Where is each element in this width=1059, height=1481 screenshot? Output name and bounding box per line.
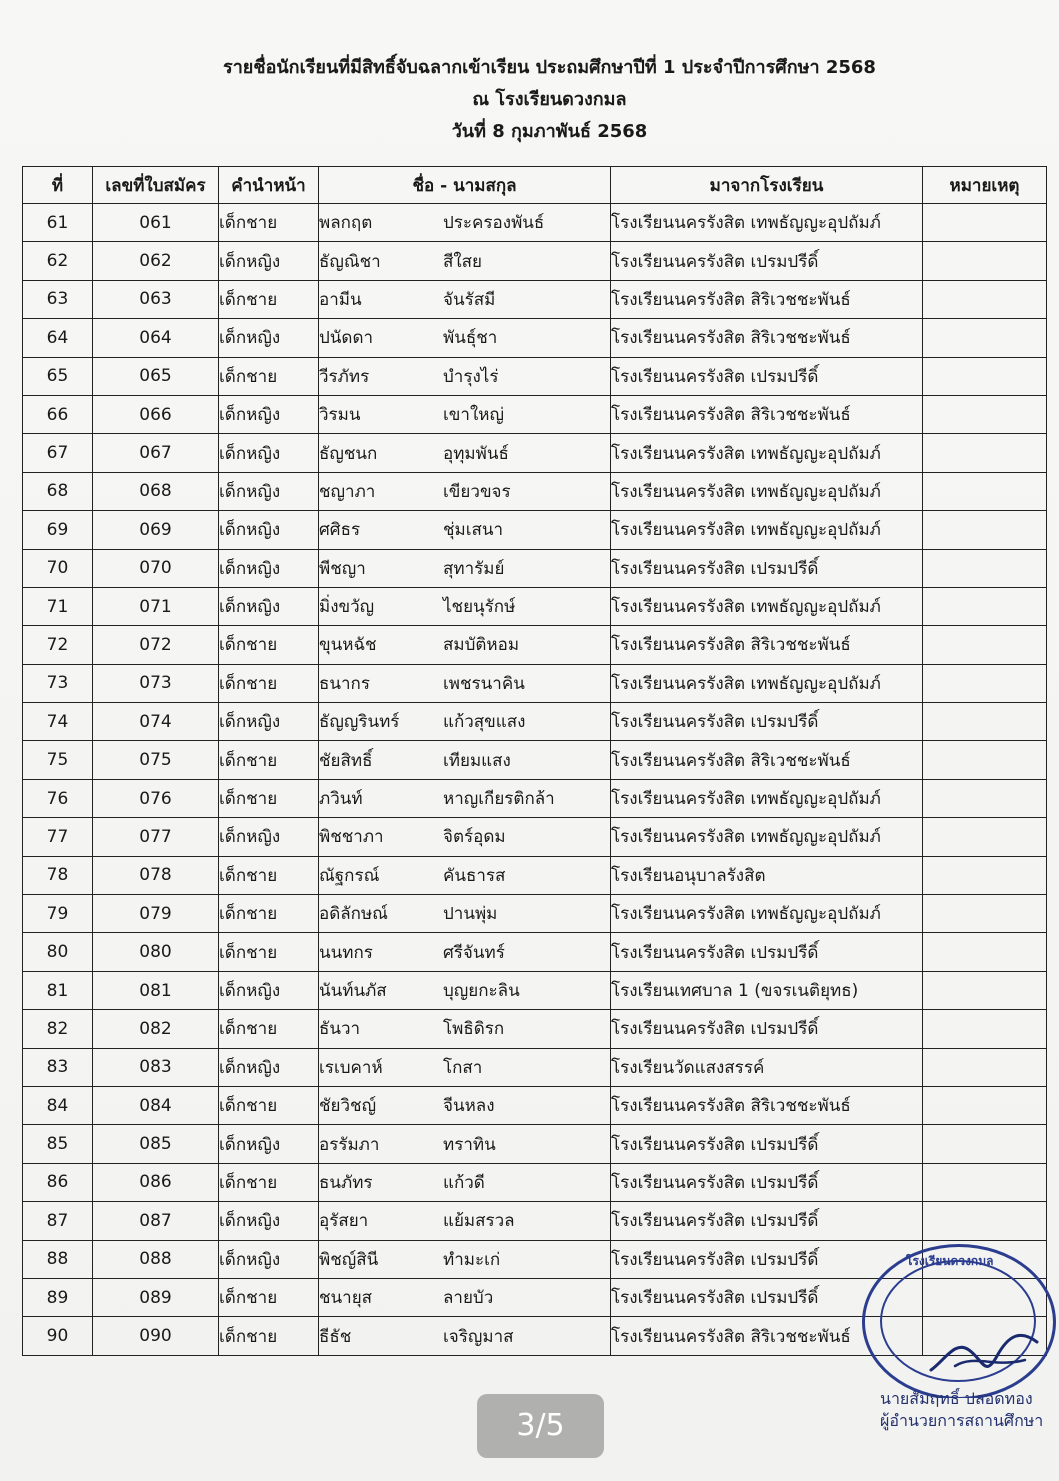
first-name: ขุนหฉัช — [319, 635, 377, 656]
last-name: เจริญมาส — [443, 1326, 514, 1347]
first-name: ธนภัทร — [319, 1172, 373, 1193]
first-name: ปนัดดา — [319, 328, 374, 349]
cell-application-no: 073 — [93, 664, 219, 702]
first-name: อดิลักษณ์ — [319, 904, 388, 925]
stamp-text: โรงเรียนดวงกมล — [906, 1254, 994, 1268]
cell-note — [923, 933, 1047, 971]
cell-application-no: 071 — [93, 587, 219, 625]
cell-full-name — [319, 626, 611, 664]
cell-no: 87 — [23, 1202, 93, 1240]
cell-note — [923, 856, 1047, 894]
cell-full-name — [319, 703, 611, 741]
cell-note — [923, 779, 1047, 817]
cell-full-name — [319, 895, 611, 933]
cell-previous-school: โรงเรียนนครรังสิต เปรมปรีดิ์ — [611, 1163, 923, 1201]
cell-full-name — [319, 472, 611, 510]
cell-prefix: เด็กชาย — [219, 779, 319, 817]
cell-application-no: 081 — [93, 971, 219, 1009]
first-name: พีชญา — [319, 558, 366, 579]
document-date: วันที่ 8 กุมภาพันธ์ 2568 — [451, 121, 648, 142]
signer-name: นายสัมฤทธิ์ ปลอดทอง — [880, 1389, 1033, 1408]
cell-application-no: 076 — [93, 779, 219, 817]
cell-note — [923, 1202, 1047, 1240]
cell-no: 88 — [23, 1240, 93, 1278]
cell-note — [923, 741, 1047, 779]
cell-note — [923, 357, 1047, 395]
cell-note — [923, 242, 1047, 280]
cell-application-no: 075 — [93, 741, 219, 779]
table-row — [23, 549, 1047, 587]
table-header-row — [23, 167, 1047, 204]
cell-previous-school: โรงเรียนนครรังสิต เปรมปรีดิ์ — [611, 703, 923, 741]
first-name: ธันวา — [319, 1019, 361, 1040]
cell-application-no: 083 — [93, 1048, 219, 1086]
cell-application-no: 079 — [93, 895, 219, 933]
cell-previous-school: โรงเรียนนครรังสิต สิริเวชชะพันธ์ — [611, 395, 923, 433]
table-row — [23, 971, 1047, 1009]
cell-previous-school: โรงเรียนนครรังสิต เทพธัญญะอุปถัมภ์ — [611, 204, 923, 242]
cell-no: 66 — [23, 395, 93, 433]
cell-prefix: เด็กชาย — [219, 1010, 319, 1048]
cell-note — [923, 472, 1047, 510]
cell-prefix: เด็กหญิง — [219, 703, 319, 741]
table-row — [23, 1202, 1047, 1240]
last-name: อุทุมพันธ์ — [443, 443, 509, 464]
cell-no: 67 — [23, 434, 93, 472]
cell-previous-school: โรงเรียนนครรังสิต สิริเวชชะพันธ์ — [611, 626, 923, 664]
cell-application-no: 085 — [93, 1125, 219, 1163]
cell-previous-school: โรงเรียนนครรังสิต เปรมปรีดิ์ — [611, 1202, 923, 1240]
cell-prefix: เด็กชาย — [219, 1317, 319, 1355]
header-note: หมายเหตุ — [923, 167, 1047, 204]
first-name: ณัฐกรณ์ — [319, 865, 380, 886]
table-row — [23, 357, 1047, 395]
first-name: อุรัสยา — [319, 1211, 369, 1232]
table-row — [23, 626, 1047, 664]
table-row — [23, 1163, 1047, 1201]
cell-prefix: เด็กชาย — [219, 664, 319, 702]
last-name: จีนหลง — [443, 1096, 495, 1117]
last-name: สมบัติหอม — [443, 635, 520, 656]
first-name: ธัญณิชา — [319, 251, 381, 272]
first-name: ชญาภา — [319, 481, 376, 502]
last-name: เขียวขจร — [443, 481, 511, 502]
cell-application-no: 062 — [93, 242, 219, 280]
first-name: นันท์นภัส — [319, 981, 387, 1001]
cell-note — [923, 204, 1047, 242]
last-name: ประครองพันธ์ — [443, 213, 545, 234]
cell-full-name — [319, 549, 611, 587]
first-name: ธีธัช — [319, 1326, 352, 1347]
cell-full-name — [319, 1010, 611, 1048]
cell-full-name — [319, 1086, 611, 1124]
table-row — [23, 1086, 1047, 1124]
cell-prefix: เด็กชาย — [219, 357, 319, 395]
cell-prefix: เด็กชาย — [219, 933, 319, 971]
table-row — [23, 895, 1047, 933]
cell-previous-school: โรงเรียนนครรังสิต สิริเวชชะพันธ์ — [611, 280, 923, 318]
cell-no: 61 — [23, 204, 93, 242]
cell-note — [923, 895, 1047, 933]
cell-application-no: 068 — [93, 472, 219, 510]
cell-note — [923, 511, 1047, 549]
first-name: ชัยวิชญ์ — [319, 1096, 377, 1117]
first-name: ศศิธร — [319, 520, 361, 541]
cell-no: 75 — [23, 741, 93, 779]
document-header — [0, 52, 1059, 148]
cell-full-name — [319, 971, 611, 1009]
first-name: พลกฤต — [319, 213, 373, 234]
cell-previous-school: โรงเรียนนครรังสิต เทพธัญญะอุปถัมภ์ — [611, 664, 923, 702]
cell-prefix: เด็กชาย — [219, 280, 319, 318]
first-name: เรเบคาห์ — [319, 1057, 383, 1078]
cell-note — [923, 703, 1047, 741]
cell-full-name — [319, 1048, 611, 1086]
cell-no: 63 — [23, 280, 93, 318]
cell-previous-school: โรงเรียนนครรังสิต เทพธัญญะอุปถัมภ์ — [611, 895, 923, 933]
cell-no: 84 — [23, 1086, 93, 1124]
cell-prefix: เด็กหญิง — [219, 971, 319, 1009]
cell-prefix: เด็กชาย — [219, 204, 319, 242]
last-name: ปานพุ่ม — [443, 904, 498, 925]
table-body — [23, 204, 1047, 1356]
cell-previous-school: โรงเรียนนครรังสิต เทพธัญญะอุปถัมภ์ — [611, 434, 923, 472]
cell-application-no: 064 — [93, 319, 219, 357]
table-row — [23, 319, 1047, 357]
cell-note — [923, 319, 1047, 357]
cell-no: 69 — [23, 511, 93, 549]
cell-no: 73 — [23, 664, 93, 702]
table-row — [23, 280, 1047, 318]
cell-full-name — [319, 1278, 611, 1316]
cell-prefix: เด็กหญิง — [219, 1048, 319, 1086]
last-name: ชุ่มเสนา — [443, 520, 504, 541]
header-no: ที่ — [23, 167, 93, 204]
cell-previous-school: โรงเรียนนครรังสิต เปรมปรีดิ์ — [611, 1125, 923, 1163]
cell-full-name — [319, 319, 611, 357]
cell-full-name — [319, 818, 611, 856]
table-row — [23, 587, 1047, 625]
cell-no: 90 — [23, 1317, 93, 1355]
cell-application-no: 070 — [93, 549, 219, 587]
last-name: ศรีจันทร์ — [443, 942, 505, 963]
cell-no: 80 — [23, 933, 93, 971]
first-name: ชัยสิทธิ์ — [319, 750, 373, 771]
cell-previous-school: โรงเรียนนครรังสิต เทพธัญญะอุปถัมภ์ — [611, 779, 923, 817]
cell-note — [923, 434, 1047, 472]
cell-no: 86 — [23, 1163, 93, 1201]
header-application-no: เลขที่ใบสมัคร — [93, 167, 219, 204]
cell-previous-school: โรงเรียนนครรังสิต เทพธัญญะอุปถัมภ์ — [611, 818, 923, 856]
table-row — [23, 242, 1047, 280]
table-row — [23, 1048, 1047, 1086]
first-name: ธัญชนก — [319, 443, 378, 464]
first-name: ธนากร — [319, 673, 370, 694]
cell-no: 82 — [23, 1010, 93, 1048]
cell-full-name — [319, 664, 611, 702]
cell-prefix: เด็กชาย — [219, 1278, 319, 1316]
cell-note — [923, 1125, 1047, 1163]
cell-full-name — [319, 1240, 611, 1278]
cell-full-name — [319, 587, 611, 625]
last-name: แย้มสรวล — [443, 1211, 515, 1232]
cell-prefix: เด็กชาย — [219, 1086, 319, 1124]
table-row — [23, 818, 1047, 856]
first-name: ธัญญรินทร์ — [319, 712, 400, 733]
cell-previous-school: โรงเรียนนครรังสิต เปรมปรีดิ์ — [611, 357, 923, 395]
first-name: อามีน — [319, 289, 362, 310]
cell-prefix: เด็กชาย — [219, 741, 319, 779]
cell-application-no: 069 — [93, 511, 219, 549]
cell-prefix: เด็กชาย — [219, 856, 319, 894]
cell-prefix: เด็กหญิง — [219, 587, 319, 625]
cell-prefix: เด็กชาย — [219, 895, 319, 933]
last-name: คันธารส — [443, 865, 506, 886]
cell-no: 77 — [23, 818, 93, 856]
last-name: พันธุ์ชา — [443, 328, 498, 349]
cell-full-name — [319, 280, 611, 318]
last-name: แก้วดี — [443, 1172, 485, 1193]
cell-application-no: 074 — [93, 703, 219, 741]
table-row — [23, 511, 1047, 549]
cell-note — [923, 664, 1047, 702]
cell-previous-school: โรงเรียนนครรังสิต สิริเวชชะพันธ์ — [611, 1086, 923, 1124]
cell-note — [923, 280, 1047, 318]
first-name: อรรัมภา — [319, 1134, 380, 1155]
signer-position: ผู้อำนวยการสถานศึกษา — [880, 1411, 1044, 1430]
cell-full-name — [319, 741, 611, 779]
cell-prefix: เด็กหญิง — [219, 511, 319, 549]
cell-no: 65 — [23, 357, 93, 395]
cell-note — [923, 1010, 1047, 1048]
cell-previous-school: โรงเรียนนครรังสิต เทพธัญญะอุปถัมภ์ — [611, 472, 923, 510]
cell-prefix: เด็กหญิง — [219, 472, 319, 510]
last-name: โกสา — [443, 1057, 483, 1078]
cell-previous-school: โรงเรียนนครรังสิต เปรมปรีดิ์ — [611, 933, 923, 971]
last-name: โพธิดิรก — [443, 1019, 505, 1040]
cell-application-no: 084 — [93, 1086, 219, 1124]
cell-no: 89 — [23, 1278, 93, 1316]
last-name: บุญยกะลิน — [443, 981, 520, 1001]
cell-application-no: 077 — [93, 818, 219, 856]
cell-prefix: เด็กหญิง — [219, 319, 319, 357]
signer-block — [880, 1388, 1059, 1432]
cell-previous-school: โรงเรียนอนุบาลรังสิต — [611, 856, 923, 894]
table-row — [23, 472, 1047, 510]
first-name: วีรภัทร — [319, 366, 370, 387]
cell-prefix: เด็กหญิง — [219, 549, 319, 587]
cell-no: 85 — [23, 1125, 93, 1163]
cell-prefix: เด็กหญิง — [219, 242, 319, 280]
last-name: สีใสย — [443, 251, 483, 272]
last-name: สุทารัมย์ — [443, 558, 505, 579]
cell-application-no: 078 — [93, 856, 219, 894]
cell-application-no: 063 — [93, 280, 219, 318]
cell-previous-school: โรงเรียนนครรังสิต เทพธัญญะอุปถัมภ์ — [611, 511, 923, 549]
cell-no: 72 — [23, 626, 93, 664]
last-name: เพชรนาคิน — [443, 673, 525, 694]
first-name: นนทกร — [319, 942, 373, 963]
cell-application-no: 061 — [93, 204, 219, 242]
cell-previous-school: โรงเรียนนครรังสิต สิริเวชชะพันธ์ — [611, 1317, 923, 1355]
cell-note — [923, 1086, 1047, 1124]
cell-prefix: เด็กชาย — [219, 1163, 319, 1201]
cell-no: 64 — [23, 319, 93, 357]
last-name: เขาใหญ่ — [443, 405, 504, 426]
cell-application-no: 080 — [93, 933, 219, 971]
first-name: พิชญ์สินี — [319, 1249, 379, 1270]
cell-note — [923, 626, 1047, 664]
last-name: บำรุงไร่ — [443, 366, 499, 387]
last-name: จันรัสมี — [443, 289, 496, 310]
cell-previous-school: โรงเรียนนครรังสิต สิริเวชชะพันธ์ — [611, 741, 923, 779]
cell-full-name — [319, 856, 611, 894]
cell-no: 78 — [23, 856, 93, 894]
header-full-name: ชื่อ - นามสกุล — [319, 167, 611, 204]
table-row — [23, 1010, 1047, 1048]
cell-previous-school: โรงเรียนนครรังสิต เปรมปรีดิ์ — [611, 1278, 923, 1316]
table-row — [23, 664, 1047, 702]
cell-previous-school: โรงเรียนนครรังสิต เปรมปรีดิ์ — [611, 1240, 923, 1278]
student-roster-table — [22, 166, 1047, 1356]
cell-previous-school: โรงเรียนนครรังสิต สิริเวชชะพันธ์ — [611, 319, 923, 357]
cell-application-no: 088 — [93, 1240, 219, 1278]
cell-application-no: 065 — [93, 357, 219, 395]
cell-note — [923, 818, 1047, 856]
cell-full-name — [319, 357, 611, 395]
cell-note — [923, 395, 1047, 433]
last-name: ทราทิน — [443, 1134, 496, 1155]
cell-no: 83 — [23, 1048, 93, 1086]
header-previous-school: มาจากโรงเรียน — [611, 167, 923, 204]
cell-full-name — [319, 242, 611, 280]
cell-previous-school: โรงเรียนเทศบาล 1 (ขจรเนติยุทธ) — [611, 971, 923, 1009]
cell-full-name — [319, 779, 611, 817]
document-title: รายชื่อนักเรียนที่มีสิทธิ์จับฉลากเข้าเรียน ประถมศึกษาปีที่ 1 ประจำปีการศึกษา 2568 — [223, 57, 876, 78]
cell-application-no: 090 — [93, 1317, 219, 1355]
cell-previous-school: โรงเรียนนครรังสิต เปรมปรีดิ์ — [611, 1010, 923, 1048]
table-row — [23, 856, 1047, 894]
first-name: ชนายุส — [319, 1288, 373, 1309]
cell-application-no: 086 — [93, 1163, 219, 1201]
document-subtitle-school: ณ โรงเรียนดวงกมล — [472, 89, 627, 110]
cell-no: 71 — [23, 587, 93, 625]
cell-previous-school: โรงเรียนนครรังสิต เปรมปรีดิ์ — [611, 242, 923, 280]
last-name: ทำมะเก่ — [443, 1249, 501, 1270]
cell-application-no: 082 — [93, 1010, 219, 1048]
cell-full-name — [319, 395, 611, 433]
cell-prefix: เด็กหญิง — [219, 434, 319, 472]
cell-no: 74 — [23, 703, 93, 741]
cell-note — [923, 549, 1047, 587]
first-name: ภวินท์ — [319, 789, 363, 810]
last-name: หาญเกียรติกล้า — [443, 789, 555, 810]
cell-previous-school: โรงเรียนนครรังสิต เทพธัญญะอุปถัมภ์ — [611, 587, 923, 625]
cell-application-no: 067 — [93, 434, 219, 472]
cell-note — [923, 971, 1047, 1009]
cell-no: 76 — [23, 779, 93, 817]
first-name: พิชชาภา — [319, 827, 384, 848]
last-name: ลายบัว — [443, 1288, 494, 1309]
last-name: เทียมแสง — [443, 750, 511, 771]
first-name: มิ่งขวัญ — [319, 597, 375, 618]
table-row — [23, 779, 1047, 817]
director-signature — [925, 1320, 1045, 1380]
cell-prefix: เด็กหญิง — [219, 1202, 319, 1240]
cell-previous-school: โรงเรียนนครรังสิต เปรมปรีดิ์ — [611, 549, 923, 587]
cell-note — [923, 1048, 1047, 1086]
cell-full-name — [319, 511, 611, 549]
cell-full-name — [319, 434, 611, 472]
cell-full-name — [319, 204, 611, 242]
cell-no: 62 — [23, 242, 93, 280]
cell-note — [923, 1163, 1047, 1201]
last-name: แก้วสุขแสง — [443, 712, 526, 733]
header-prefix: คำนำหน้า — [219, 167, 319, 204]
last-name: ไชยนุรักษ์ — [443, 597, 516, 618]
cell-prefix: เด็กหญิง — [219, 818, 319, 856]
cell-prefix: เด็กชาย — [219, 626, 319, 664]
cell-no: 79 — [23, 895, 93, 933]
cell-no: 70 — [23, 549, 93, 587]
first-name: วิรมน — [319, 405, 361, 426]
cell-no: 81 — [23, 971, 93, 1009]
cell-previous-school: โรงเรียนวัดแสงสรรค์ — [611, 1048, 923, 1086]
cell-full-name — [319, 1202, 611, 1240]
cell-full-name — [319, 933, 611, 971]
cell-application-no: 089 — [93, 1278, 219, 1316]
table-row — [23, 1125, 1047, 1163]
cell-full-name — [319, 1163, 611, 1201]
table-row — [23, 703, 1047, 741]
cell-prefix: เด็กหญิง — [219, 395, 319, 433]
last-name: จิตร์อุดม — [443, 827, 506, 848]
cell-application-no: 072 — [93, 626, 219, 664]
page-indicator: 3/5 — [477, 1394, 604, 1458]
cell-prefix: เด็กหญิง — [219, 1240, 319, 1278]
cell-application-no: 087 — [93, 1202, 219, 1240]
cell-full-name — [319, 1317, 611, 1355]
table-row — [23, 204, 1047, 242]
cell-no: 68 — [23, 472, 93, 510]
cell-application-no: 066 — [93, 395, 219, 433]
table-row — [23, 933, 1047, 971]
table-row — [23, 395, 1047, 433]
table-row — [23, 741, 1047, 779]
cell-prefix: เด็กหญิง — [219, 1125, 319, 1163]
cell-full-name — [319, 1125, 611, 1163]
cell-note — [923, 587, 1047, 625]
table-row — [23, 434, 1047, 472]
